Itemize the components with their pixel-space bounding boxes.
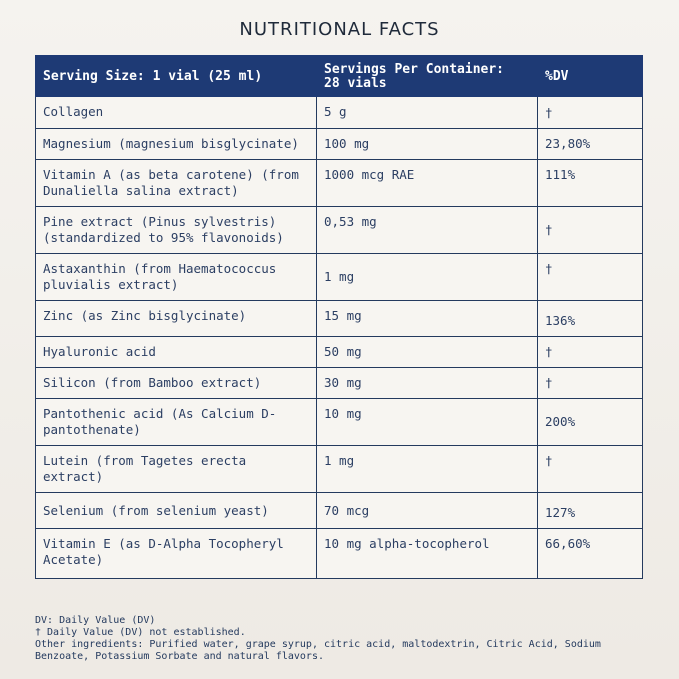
nutrient-dv: †: [538, 446, 643, 493]
nutrient-amount: 0,53 mg: [317, 207, 538, 254]
table-row: [36, 399, 643, 446]
table-row: [36, 529, 643, 579]
table-row: [36, 301, 643, 337]
nutrient-dv: †: [538, 97, 643, 129]
nutrient-name: Astaxanthin (from Haematococcus pluvialis extract): [36, 254, 317, 301]
nutrient-name: Zinc (as Zinc bisglycinate): [36, 301, 317, 337]
nutrient-dv: 66,60%: [538, 529, 643, 579]
nutrient-amount: 1 mg: [317, 446, 538, 493]
nutrient-name: Selenium (from selenium yeast): [36, 493, 317, 529]
nutrient-amount: 10 mg alpha-tocopherol: [317, 529, 538, 579]
servings-per-container-label: Servings Per Container:: [324, 61, 505, 77]
nutrient-name: Lutein (from Tagetes erecta extract): [36, 446, 317, 493]
nutrient-name: Vitamin E (as D-Alpha Tocopheryl Acetate): [36, 529, 317, 579]
dv-header: %DV: [538, 56, 643, 97]
nutrient-name: Magnesium (magnesium bisglycinate): [36, 129, 317, 160]
serving-size-header: Serving Size: 1 vial (25 ml): [36, 56, 317, 97]
nutrition-table: [35, 55, 643, 579]
nutrient-amount: 15 mg: [317, 301, 538, 337]
other-ingredients: Other ingredients: Purified water, grape syrup, citric acid, maltodextrin, Citric Acid, Sodium Benzoate, Potassium Sorbate and natural flavors.: [35, 639, 601, 662]
table-row: [36, 160, 643, 207]
servings-per-container-header: [317, 56, 538, 97]
nutrient-dv: †: [538, 368, 643, 399]
nutrient-dv: 136%: [538, 301, 643, 337]
table-row: [36, 207, 643, 254]
table-row: [36, 129, 643, 160]
servings-per-container-value: 28 vials: [324, 75, 387, 91]
table-row: [36, 493, 643, 529]
nutrient-name: Pine extract (Pinus sylvestris) (standardized to 95% flavonoids): [36, 207, 317, 254]
nutrient-name: Hyaluronic acid: [36, 337, 317, 368]
nutrient-amount: 50 mg: [317, 337, 538, 368]
table-header-row: [36, 56, 643, 97]
footer-notes: [35, 615, 645, 663]
nutrient-dv: 200%: [538, 399, 643, 446]
nutrient-name: Collagen: [36, 97, 317, 129]
nutrient-name: Silicon (from Bamboo extract): [36, 368, 317, 399]
table-row: [36, 254, 643, 301]
nutrient-dv: †: [538, 337, 643, 368]
page-title: NUTRITIONAL FACTS: [239, 19, 440, 40]
nutrient-name: Pantothenic acid (As Calcium D-pantothenate): [36, 399, 317, 446]
table-row: [36, 368, 643, 399]
nutrient-dv: †: [538, 207, 643, 254]
nutrient-amount: 100 mg: [317, 129, 538, 160]
nutrient-dv: 127%: [538, 493, 643, 529]
nutrient-dv: †: [538, 254, 643, 301]
nutrient-amount: 5 g: [317, 97, 538, 129]
table-row: [36, 97, 643, 129]
nutrient-dv: 111%: [538, 160, 643, 207]
nutrient-amount: 70 mcg: [317, 493, 538, 529]
nutrient-name: Vitamin A (as beta carotene) (from Dunaliella salina extract): [36, 160, 317, 207]
nutrient-amount: 10 mg: [317, 399, 538, 446]
table-row: [36, 446, 643, 493]
dv-note: DV: Daily Value (DV): [35, 615, 156, 626]
nutrient-amount: 30 mg: [317, 368, 538, 399]
nutrient-amount: 1 mg: [317, 254, 538, 301]
table-row: [36, 337, 643, 368]
nutrient-amount: 1000 mcg RAE: [317, 160, 538, 207]
nutrient-dv: 23,80%: [538, 129, 643, 160]
dagger-note: † Daily Value (DV) not established.: [35, 627, 246, 638]
